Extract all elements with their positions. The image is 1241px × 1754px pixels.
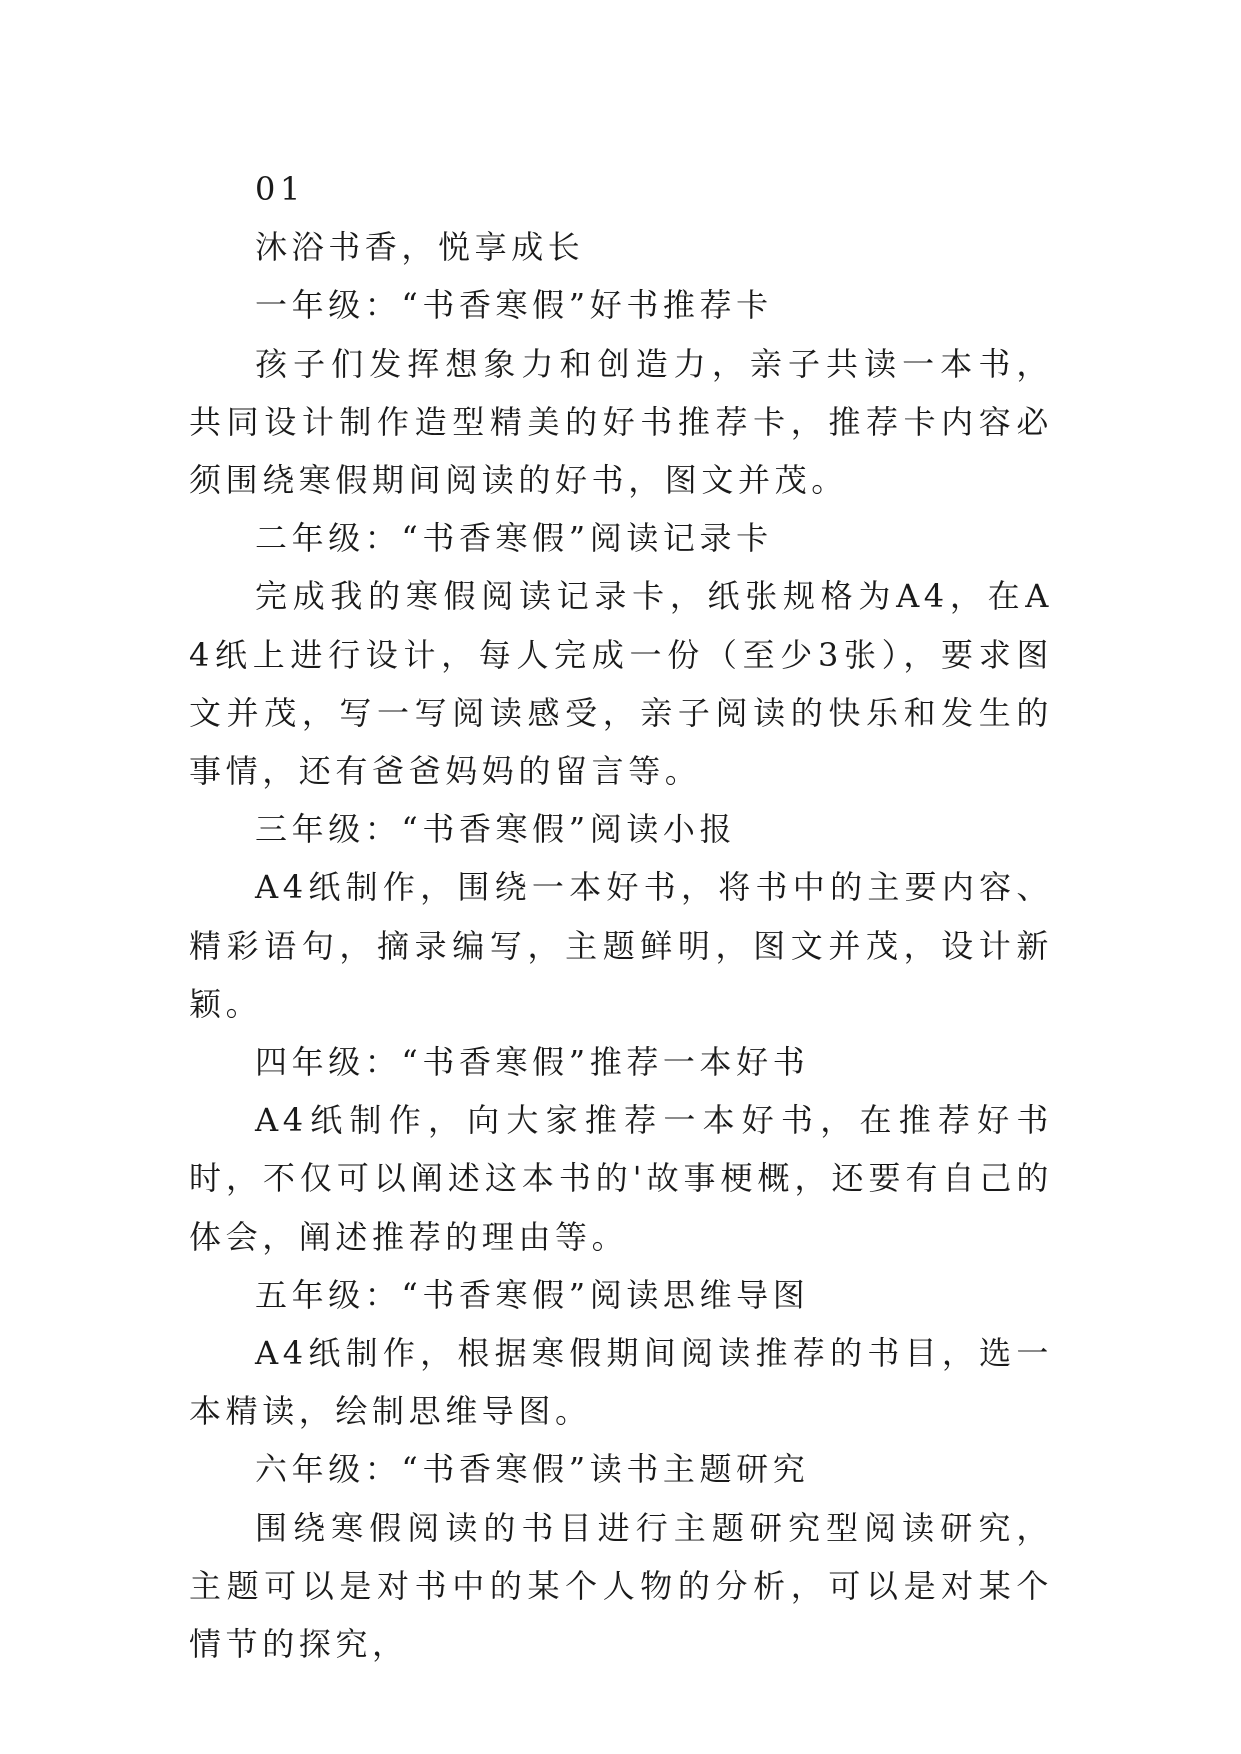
grade-3-description: A4纸制作，围绕一本好书，将书中的主要内容、精彩语句，摘录编写，主题鲜明，图文并茂，设计新颖。 — [189, 868, 1053, 1023]
grade-1-heading: 一年级：“书香寒假”好书推荐卡 — [255, 286, 773, 325]
grade-2-heading: 二年级：“书香寒假”阅读记录卡 — [255, 519, 773, 558]
grade-5-heading: 五年级：“书香寒假”阅读思维导图 — [255, 1275, 810, 1314]
grade-4-description: A4纸制作，向大家推荐一本好书，在推荐好书时，不仅可以阐述这本书的'故事梗概，还要有自己的体会，阐述推荐的理由等。 — [189, 1101, 1053, 1256]
grade-6-description: 围绕寒假阅读的书目进行主题研究型阅读研究，主题可以是对书中的某个人物的分析，可以是对某个情节的探究， — [189, 1508, 1053, 1664]
grade-3-heading: 三年级：“书香寒假”阅读小报 — [255, 810, 737, 849]
section-number: 01 — [255, 170, 305, 208]
grade-4-heading: 四年级：“书香寒假”推荐一本好书 — [255, 1043, 810, 1082]
grade-6-heading: 六年级：“书香寒假”读书主题研究 — [255, 1450, 810, 1489]
grade-2-description: 完成我的寒假阅读记录卡，纸张规格为A4，在A4纸上进行设计，每人完成一份（至少3张），要求图文并茂，写一写阅读感受，亲子阅读的快乐和发生的事情，还有爸爸妈妈的留言等。 — [189, 577, 1053, 791]
section-title: 沐浴书香，悦享成长 — [255, 228, 585, 267]
document-body — [189, 160, 1053, 1673]
grade-1-description: 孩子们发挥想象力和创造力，亲子共读一本书，共同设计制作造型精美的好书推荐卡，推荐卡内容必须围绕寒假期间阅读的好书，图文并茂。 — [189, 344, 1053, 500]
grade-5-description: A4纸制作，根据寒假期间阅读推荐的书目，选一本精读，绘制思维导图。 — [189, 1334, 1053, 1431]
